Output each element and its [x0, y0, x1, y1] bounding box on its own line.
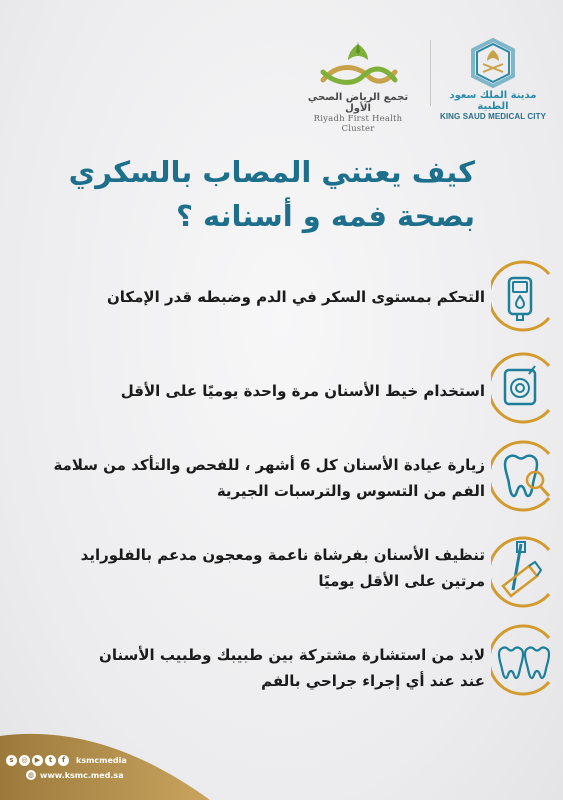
toothbrush-paste-icon [491, 536, 563, 608]
glucose-meter-icon [491, 260, 563, 332]
ksmc-logo [438, 38, 548, 121]
tip-text: زيارة عيادة الأسنان كل 6 أشهر ، للفحص والتأكد من سلامة الفم من التسوس والترسبات الجيرية [53, 456, 485, 500]
tip-text: استخدام خيط الأسنان مرة واحدة يوميًا على الأقل [120, 382, 485, 400]
riyadh-cluster-logo [298, 40, 418, 134]
page-title [55, 150, 475, 238]
dental-floss-icon [491, 352, 563, 424]
title-line-1: كيف يعتني المصاب بالسكري [68, 155, 475, 189]
ksmc-name-ar: مدينة الملك سعود الطبية [449, 90, 537, 112]
cluster-emblem-icon [313, 40, 403, 92]
snapchat-icon[interactable]: s [6, 755, 17, 766]
twitter-icon[interactable]: t [45, 755, 56, 766]
cluster-name-ar: تجمع الرياض الصحي الأول [307, 92, 409, 114]
title-line-2: بصحة فمه و أسنانه ؟ [176, 199, 475, 233]
logo-divider [430, 40, 431, 106]
social-handle[interactable]: ksmcmedia [76, 756, 127, 765]
globe-icon: ◍ [27, 771, 35, 779]
ksmc-name-en: KING SAUD MEDICAL CITY [439, 112, 547, 121]
header [0, 36, 563, 134]
cluster-name-en: Riyadh First Health Cluster [313, 114, 403, 134]
tooth-check-icon [491, 440, 563, 512]
website-link[interactable]: www.ksmc.med.sa [40, 771, 124, 780]
youtube-icon[interactable]: ▶ [32, 755, 43, 766]
tip-text: التحكم بمستوى السكر في الدم وضبطه قدر الإمكان [106, 288, 485, 306]
tip-text: لابد من استشارة مشتركة بين طبيبك وطبيب الأسنان عند عند أي إجراء جراحي بالفم [99, 646, 485, 690]
tip-text: تنظيف الأسنان بفرشاة ناعمة ومعجون مدعم بالفلورايد مرتين على الأقل يوميًا [80, 546, 485, 590]
instagram-icon[interactable]: ◎ [19, 755, 30, 766]
facebook-icon[interactable]: f [58, 755, 69, 766]
ksmc-emblem-icon [467, 38, 519, 88]
teeth-icon [491, 624, 563, 696]
footer [0, 728, 210, 800]
social-icons [6, 755, 69, 766]
